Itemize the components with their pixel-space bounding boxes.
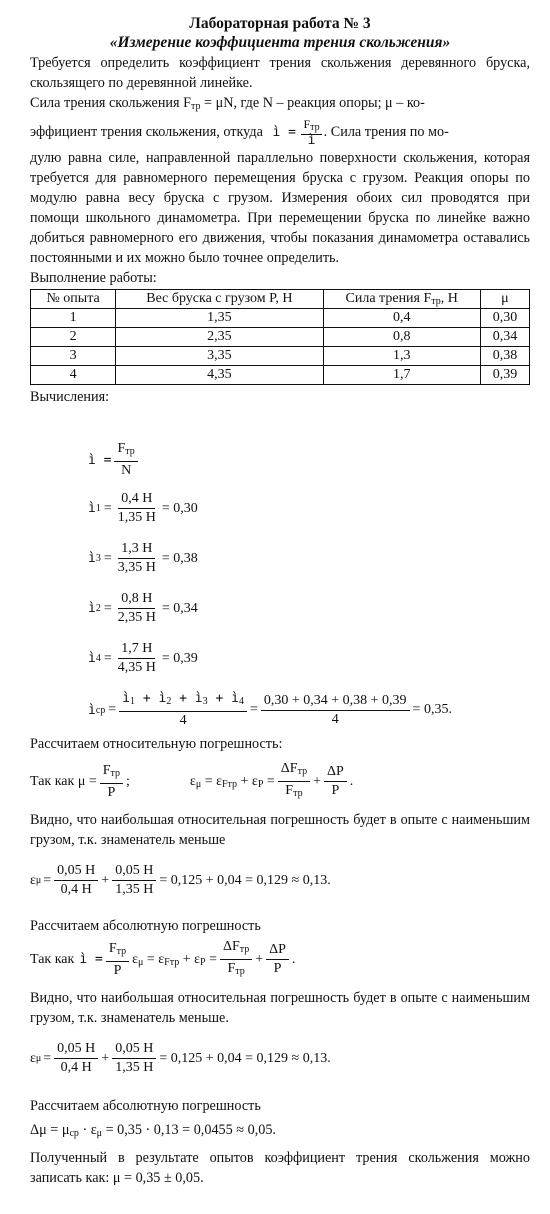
table-cell: 0,34 — [480, 328, 529, 347]
formula-mu-average: ì ср = $\frac{ì_1 + ì_2 + ì_3 + ì_4}{4}$ = $\frac{0,30 + 0,34 + 0,38 + 0,39}{4}$ = 0,35. — [88, 691, 452, 728]
table-cell: 2 — [31, 328, 116, 347]
calc-label: Вычисления: — [30, 389, 110, 405]
formula-abs-error: $\Delta\mu = \mu_{ср} \cdot \varepsilon_\mu = 0,35 \cdot 0,13 = 0,0455 \approx 0,05$. — [30, 1122, 276, 1139]
table-cell: 1,7 — [323, 366, 480, 385]
table-cell: 4,35 — [116, 366, 323, 385]
table-cell: 0,30 — [480, 309, 529, 328]
formula-relative-error-2: Так как ì = $\frac{F_{тр}}{P}$ $\varepsilon_\mu = \varepsilon_{Fтр} + \varepsilon_P$ = $\frac{\Delta F_{тр}}{F_{тр}}$ + $\frac{\Delta P}{P}$ . — [30, 939, 296, 978]
formula-mu2: ì 2 = $\frac{0,8 Н}{2,35 Н}$ = 0,34 — [88, 591, 198, 625]
table-header-cell: Вес бруска с грузом P, Н — [116, 290, 323, 309]
formula-eps-calc-1: ε μ = $\frac{0,05 Н}{0,4 Н}$ + $\frac{0,05 Н}{1,35 Н}$ = 0,125 + 0,04 = 0,129 ≈ 0,13. — [30, 863, 331, 897]
table-cell: 1,35 — [116, 309, 323, 328]
table-cell: 4 — [31, 366, 116, 385]
table-cell: 1 — [31, 309, 116, 328]
table-cell: 3 — [31, 347, 116, 366]
method-paragraph: дулю равна силе, направленной параллельно поверхности скольжения, которая требуется для равномерного перемещения бруска с грузом. Реакция опоры по модулю равна весу бруска с грузом. Измерения обоих сил проводятся при помощи школьного динамометра. При перемещении бруска по линейке важно добиться равномерного его движения, чтобы показания динамометра оставались постоянными и их можно было точнее определить. — [30, 150, 530, 266]
table-cell: 0,38 — [480, 347, 529, 366]
table-header-cell: № опыта — [31, 290, 116, 309]
table-cell: 0,39 — [480, 366, 529, 385]
table-row — [31, 328, 530, 347]
table-row — [31, 309, 530, 328]
table-row — [31, 347, 530, 366]
formula-relative-error: Так как μ = $\frac{F_{тр}}{P}$ ; $\varepsilon_\mu = \varepsilon_{Fтр} + \varepsilon_P$ = $\frac{\Delta F_{тр}}{F_{тр}}$ + $\frac{\Delta P}{P}$ . — [30, 761, 354, 800]
table-row — [31, 366, 530, 385]
results-table — [30, 289, 530, 385]
abs-error-label-2: Рассчитаем абсолютную погрешность — [30, 1098, 261, 1114]
formula-mu1: ì 1 = $\frac{0,4 Н}{1,35 Н}$ = 0,30 — [88, 491, 198, 525]
intro-paragraph: Требуется определить коэффициент трения скольжения деревянного бруска, скользящего по деревянной линейке. — [30, 55, 530, 91]
work-label: Выполнение работы: — [30, 270, 157, 286]
formula-mu: ì = $\frac{F_{тр}}{N}$ — [30, 440, 530, 480]
table-cell: 3,35 — [116, 347, 323, 366]
document-page — [30, 14, 530, 407]
document-title: Лабораторная работа № 3 — [189, 15, 371, 32]
conclusion-paragraph: Полученный в результате опытов коэффициент трения скольжения можно записать как: μ = 0,35 ± 0,05. — [30, 1150, 530, 1186]
formula-mu3: ì 3 = $\frac{1,3 Н}{3,35 Н}$ = 0,38 — [88, 541, 198, 575]
formula-eps-calc-2: ε μ = $\frac{0,05 Н}{0,4 Н}$ + $\frac{0,05 Н}{1,35 Н}$ = 0,125 + 0,04 = 0,129 ≈ 0,13. — [30, 1041, 331, 1075]
formula-mu4: ì 4 = $\frac{1,7 Н}{4,35 Н}$ = 0,39 — [88, 641, 198, 675]
table-header-cell: μ — [480, 290, 529, 309]
table-cell: 2,35 — [116, 328, 323, 347]
table-cell: 1,3 — [323, 347, 480, 366]
table-header-cell: Сила трения $F_{тр}$, Н — [323, 290, 480, 309]
table-cell: 0,4 — [323, 309, 480, 328]
table-header-row — [31, 290, 530, 309]
table-cell: 0,8 — [323, 328, 480, 347]
note-paragraph-1: Видно, что наибольшая относительная погрешность будет в опыте с наименьшим грузом, т.к. знаменатель меньше — [30, 812, 530, 848]
friction-definition: Сила трения скольжения $F_{тр} = \mu N$, где N – реакция опоры; μ – ко- — [30, 95, 425, 112]
relative-error-label: Рассчитаем относительную погрешность: — [30, 736, 283, 752]
document-subtitle: «Измерение коэффициента трения скольжения» — [109, 34, 451, 51]
note-paragraph-2: Видно, что наибольшая относительная погрешность будет в опыте с наименьшим грузом, т.к. знаменатель меньше. — [30, 990, 530, 1026]
abs-error-label-1: Рассчитаем абсолютную погрешность — [30, 918, 261, 934]
mu-definition: эффициент трения скольжения, откуда ì = $\frac{F_{тр}}{ì}$ . Сила трения по мо- — [30, 117, 449, 149]
